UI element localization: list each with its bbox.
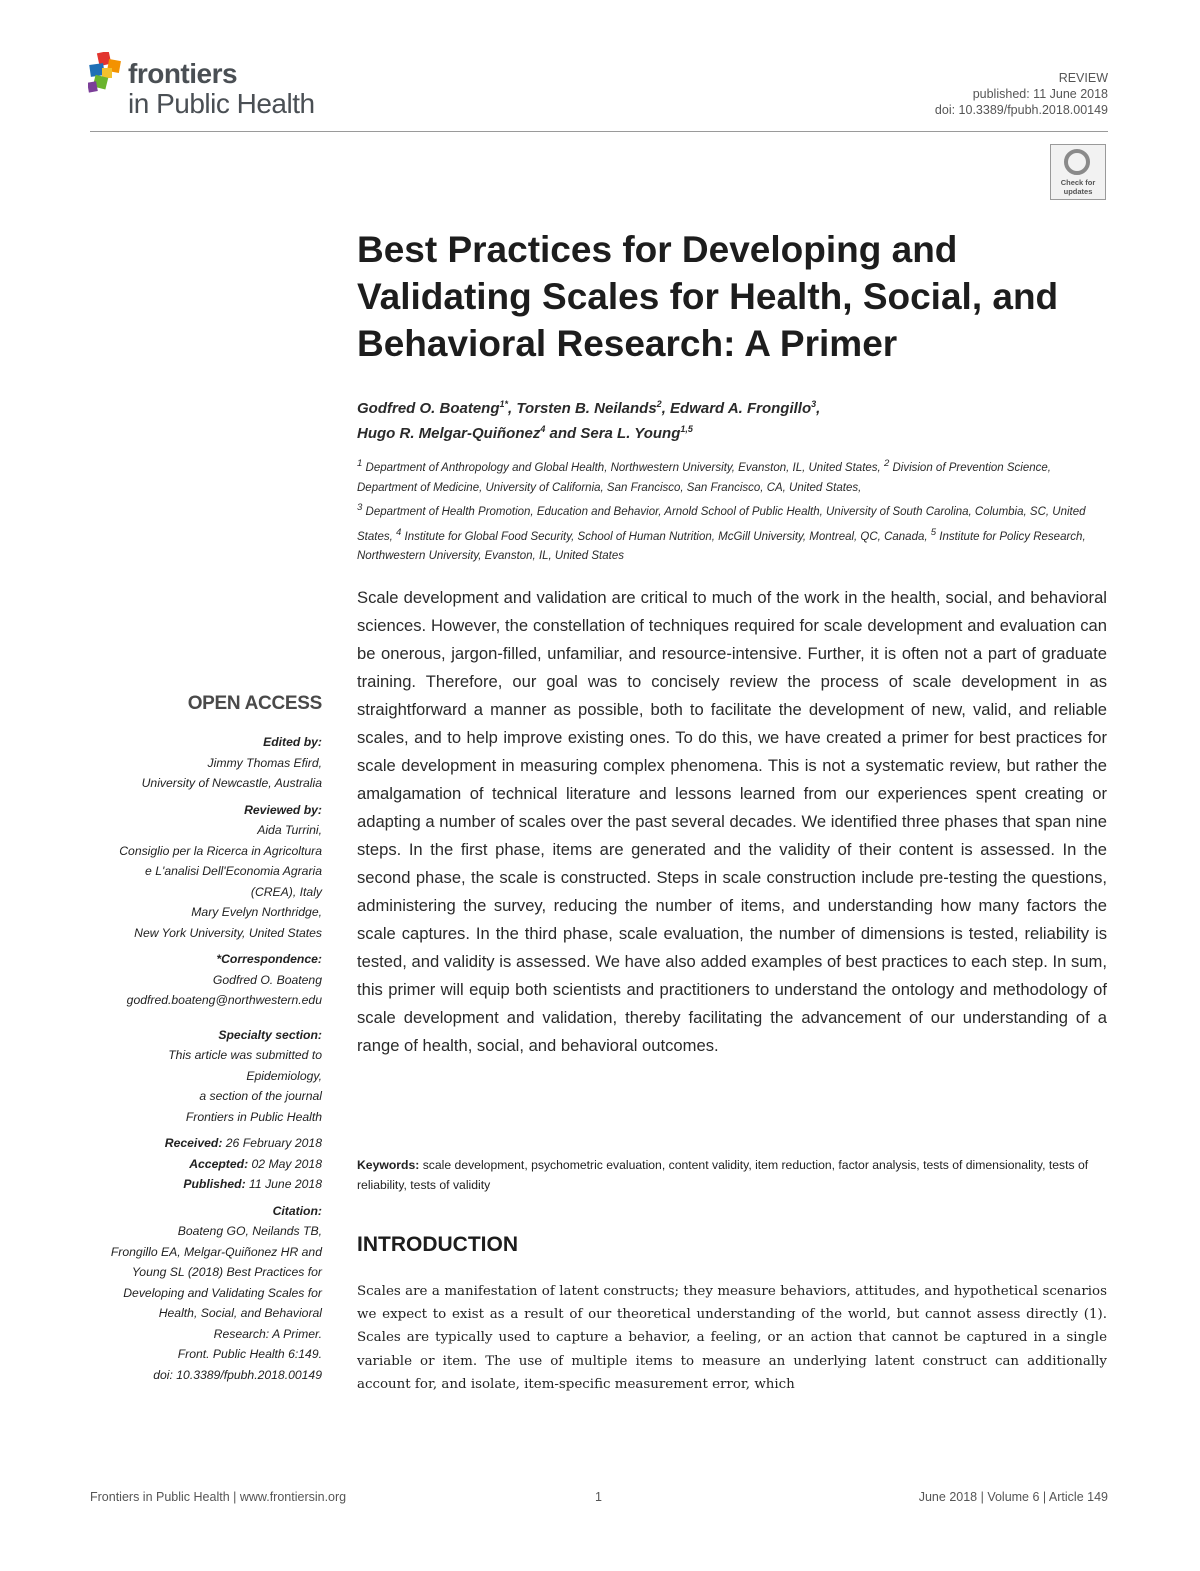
citation-line: Young SL (2018) Best Practices for (131, 1265, 322, 1279)
affil-sup: 5 (930, 526, 937, 538)
edited-by-label: Edited by: (263, 735, 322, 749)
article-title: Best Practices for Developing and Validating Scales for Health, Social, and Behavioral Research: A Primer (357, 229, 1059, 364)
abstract: Scale development and validation are critical to much of the work in the health, social, and behavioral sciences. However, the constellation of techniques required for scale development and evaluation can be onerous, jargon-filled, unfamiliar, and resource-intensive. Further, it is often not a part of graduate training. Therefore, our goal was to concisely review the process of scale development in as straightforward a manner as possible, both to facilitate the development of new, valid, and reliable scales, and to help improve existing ones. To do this, we have created a primer for best practices for scale development in measuring complex phenomena. This is not a systematic review, but rather the amalgamation of technical literature and lessons learned from our experiences spent creating or adapting a number of scales over the past several decades. We identified three phases that span nine steps. In the first phase, items are generated and the validity of their content is assessed. In the second phase, the scale is constructed. Steps in scale construction include pre-testing the questions, administering the survey, reducing the number of items, and understanding how many factors the scale captures. In the third phase, scale evaluation, the number of dimensions is tested, reliability is tested, and validity is assessed. We have also added examples of best practices to each step. In sum, this primer will equip both scientists and practitioners to understand the ontology and methodology of scale development and validation, thereby facilitating the advancement of our understanding of a range of health, social, and behavioral outcomes. (357, 588, 1107, 1055)
specialty-line: Epidemiology, (246, 1068, 322, 1083)
open-access-label: OPEN ACCESS (187, 693, 322, 714)
citation-line: Frongillo EA, Melgar-Quiñonez HR and (110, 1244, 322, 1259)
citation-line: Research: A Primer. (213, 1326, 322, 1341)
accepted-value: 02 May 2018 (248, 1156, 322, 1171)
article-sidebar (88, 690, 322, 1385)
received-value: 26 February 2018 (222, 1136, 322, 1150)
logo-block-purple (88, 81, 98, 92)
journal-subtitle: in Public Health (128, 88, 315, 119)
citation-line: Health, Social, and Behavioral (158, 1306, 322, 1320)
author-name: Godfred O. Boateng (357, 400, 500, 417)
header-divider (90, 131, 1108, 132)
check-for-updates-button[interactable] (1050, 144, 1106, 200)
citation-line: Developing and Validating Scales for (123, 1285, 322, 1300)
reviewed-by-label: Reviewed by: (244, 802, 322, 817)
affiliation: Department of Anthropology and Global Health, Northwestern University, Evanston, IL, United States, (362, 461, 884, 474)
author-name: Hugo R. Melgar-Quiñonez (357, 425, 541, 442)
article-header-info (935, 70, 1108, 118)
introduction-paragraph: Scales are a manifestation of latent constructs; they measure behaviors, attitudes, and hypothetical scenarios we expect to exist as a result of our theoretical understanding of the world, but cannot assess directly (1). Scales are typically used to capture a behavior, a feeling, or an action that cannot be captured in a single variable or item. The use of multiple items to measure an underlying latent construct can additionally account for, and isolate, item-specific measurement error, which (357, 1284, 1107, 1392)
citation-line: Boateng GO, Neilands TB, (177, 1224, 322, 1238)
affil-sup: 2 (883, 458, 890, 469)
author[interactable] (516, 400, 661, 417)
reviewer-line: (CREA), Italy (250, 884, 322, 899)
accepted-label: Accepted: (189, 1156, 249, 1171)
affil-sup: 1 (357, 458, 363, 469)
logo-block-yellow (102, 68, 112, 78)
author-separator: , (661, 400, 671, 417)
citation-line: Front. Public Health 6:149. (177, 1347, 322, 1361)
spacer (88, 1011, 322, 1025)
journal-logo (88, 50, 328, 120)
author-separator: , (508, 400, 517, 417)
author-affil-sup: 3 (811, 399, 817, 409)
published-date (88, 1174, 322, 1195)
frontiers-logo-icon (88, 52, 126, 96)
affiliations (357, 454, 1109, 567)
author-affil-sup: 2 (656, 399, 662, 409)
specialty-line: This article was submitted to (168, 1048, 322, 1062)
published-label: Published: (183, 1177, 246, 1191)
author-name: Sera L. Young (580, 425, 681, 442)
author-separator: , (816, 400, 821, 417)
affil-sup: 4 (396, 526, 402, 538)
author-affil-sup: 4 (540, 424, 546, 434)
section-heading-introduction: INTRODUCTION (357, 1233, 518, 1256)
keywords (357, 1155, 1107, 1195)
published-value: 11 June 2018 (245, 1177, 322, 1191)
affil-sup: 3 (357, 502, 363, 514)
specialty-line: a section of the journal (199, 1089, 322, 1103)
accepted-date (88, 1154, 322, 1175)
editor-line: Jimmy Thomas Efird, (207, 755, 322, 770)
article-doi[interactable]: doi: 10.3389/fpubh.2018.00149 (934, 103, 1108, 117)
correspondence-email-link[interactable]: godfred.boateng@northwestern.edu (126, 993, 322, 1007)
correspondence-name: Godfred O. Boateng (212, 972, 322, 987)
author-affil-sup: 1,5 (680, 424, 693, 434)
author[interactable] (580, 425, 693, 442)
author[interactable] (357, 400, 508, 417)
update-icon (1064, 149, 1090, 175)
reviewer-line: e L'analisi Dell'Economia Agraria (145, 864, 322, 878)
received-date (88, 1133, 322, 1154)
citation-doi-link[interactable]: doi: 10.3389/fpubh.2018.00149 (153, 1367, 322, 1382)
author-list (357, 394, 1117, 444)
citation-label: Citation: (272, 1203, 322, 1218)
reviewer-line: New York University, United States (134, 925, 322, 940)
check-updates-line2: updates (1063, 187, 1093, 196)
affiliation: Institute for Policy Research, Northwestern University, Evanston, IL, United States (357, 530, 1086, 563)
affiliation: Division of Prevention Science, Department of Medicine, University of California, San Francisco, San Francisco, CA, United States, (357, 461, 1051, 494)
affiliation: Department of Health Promotion, Education and Behavior, Arnold School of Public Health, University of South Carolina, Columbia, SC, United States, (357, 506, 1086, 543)
affiliation: Institute for Global Food Security, School of Human Nutrition, McGill University, Montreal, QC, Canada, (401, 530, 931, 543)
reviewer-line: Consiglio per la Ricerca in Agricoltura (119, 843, 322, 858)
journal-brand: frontiers (128, 58, 238, 89)
keywords-label: Keywords: (357, 1158, 420, 1172)
specialty-line: Frontiers in Public Health (185, 1109, 322, 1124)
author[interactable] (357, 425, 545, 442)
publish-date: published: 11 June 2018 (972, 87, 1108, 101)
check-updates-line1: Check for (1060, 178, 1096, 187)
reviewer-line: Aida Turrini, (257, 823, 322, 837)
author[interactable] (670, 400, 816, 417)
author-name: Edward A. Frongillo (670, 400, 812, 417)
author-name: Torsten B. Neilands (516, 400, 657, 417)
keywords-list: scale development, psychometric evaluation, content validity, item reduction, factor analysis, tests of dimensionality, tests of reliability, tests of validity (357, 1158, 1089, 1192)
specialty-section-label: Specialty section: (218, 1027, 322, 1042)
author-separator: and (545, 425, 581, 442)
article-type: REVIEW (1058, 71, 1108, 85)
reviewer-line: Mary Evelyn Northridge, (191, 905, 322, 919)
footer-issue-info: June 2018 | Volume 6 | Article 149 (918, 1490, 1108, 1504)
author-affil-sup: 1* (499, 399, 509, 409)
received-label: Received: (164, 1136, 223, 1150)
editor-line: University of Newcastle, Australia (141, 776, 322, 790)
footer-journal-link[interactable]: Frontiers in Public Health | www.frontiersin.org (90, 1490, 347, 1504)
correspondence-label: *Correspondence: (216, 952, 322, 966)
page-number: 1 (595, 1490, 602, 1504)
check-updates-label (1051, 178, 1105, 196)
